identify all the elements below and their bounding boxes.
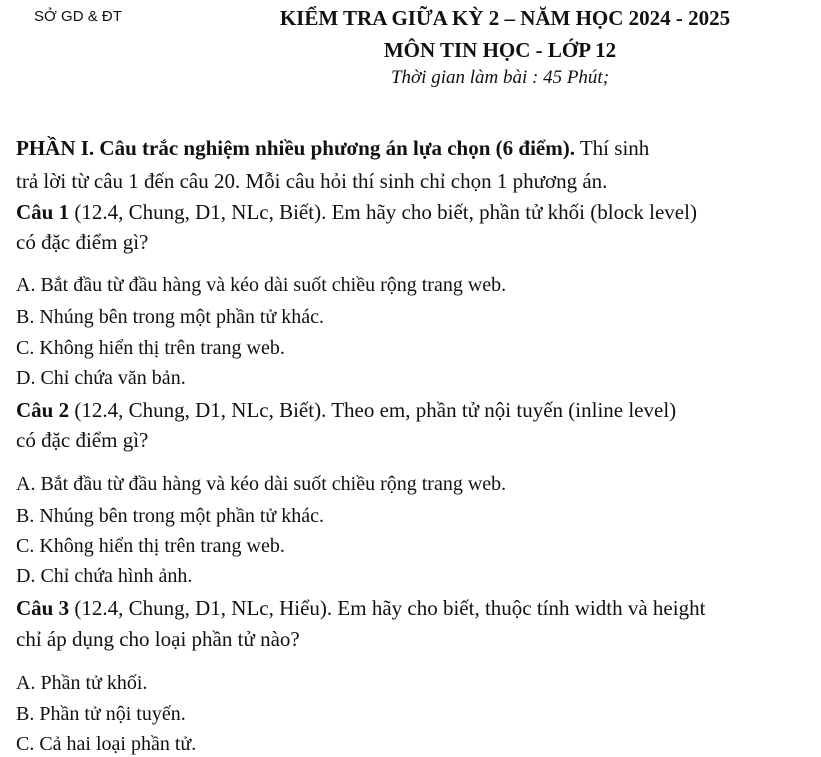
section-title: PHẦN I. Câu trắc nghiệm nhiều phương án lựa chọn (6 điểm). bbox=[16, 136, 575, 160]
duration-label: Thời gian làm bài : 45 Phút; bbox=[390, 67, 610, 88]
question-1-label: Câu 1 bbox=[16, 200, 70, 224]
question-2-line-1 bbox=[16, 395, 676, 426]
question-3-label: Câu 3 bbox=[16, 596, 70, 620]
question-1-text: (12.4, Chung, D1, NLc, Biết). Em hãy cho biết, phần tử khối (block level) bbox=[69, 200, 697, 224]
question-2-label: Câu 2 bbox=[16, 398, 70, 422]
question-3-option-c: C. Cả hai loại phần tử. bbox=[16, 733, 197, 755]
question-2-option-b: B. Nhúng bên trong một phần tử khác. bbox=[16, 505, 325, 527]
subject-title: MÔN TIN HỌC - LỚP 12 bbox=[383, 38, 617, 62]
question-3-option-b: B. Phần tử nội tuyến. bbox=[16, 703, 186, 725]
question-3-line-1 bbox=[16, 593, 705, 624]
question-3-text: (12.4, Chung, D1, NLc, Hiểu). Em hãy cho biết, thuộc tính width và height bbox=[69, 596, 706, 620]
section-intro-rest: Thí sinh bbox=[574, 136, 650, 160]
question-1-option-a: A. Bắt đầu từ đầu hàng và kéo dài suốt chiều rộng trang web. bbox=[16, 274, 507, 296]
question-1-option-b: B. Nhúng bên trong một phần tử khác. bbox=[16, 306, 325, 328]
section-line-1 bbox=[16, 133, 649, 164]
department-label: SỞ GD & ĐT bbox=[34, 8, 122, 25]
question-1-option-c: C. Không hiển thị trên trang web. bbox=[16, 337, 285, 359]
question-2-option-c: C. Không hiển thị trên trang web. bbox=[16, 535, 285, 557]
exam-title: KIỂM TRA GIỮA KỲ 2 – NĂM HỌC 2024 - 2025 bbox=[279, 6, 731, 30]
question-2-option-d: D. Chỉ chứa hình ảnh. bbox=[16, 565, 193, 587]
question-3-option-a: A. Phần tử khối. bbox=[16, 672, 148, 694]
question-1-line-1 bbox=[16, 197, 697, 228]
question-2-text: (12.4, Chung, D1, NLc, Biết). Theo em, phần tử nội tuyến (inline level) bbox=[69, 398, 677, 422]
question-2-option-a: A. Bắt đầu từ đầu hàng và kéo dài suốt chiều rộng trang web. bbox=[16, 473, 507, 495]
section-intro-line-2: trả lời từ câu 1 đến câu 20. Mỗi câu hỏi thí sinh chỉ chọn 1 phương án. bbox=[16, 169, 608, 193]
question-1-line-2: có đặc điểm gì? bbox=[16, 230, 149, 254]
question-2-line-2: có đặc điểm gì? bbox=[16, 428, 149, 452]
question-3-line-2: chỉ áp dụng cho loại phần tử nào? bbox=[16, 627, 300, 651]
question-1-option-d: D. Chỉ chứa văn bản. bbox=[16, 367, 186, 389]
